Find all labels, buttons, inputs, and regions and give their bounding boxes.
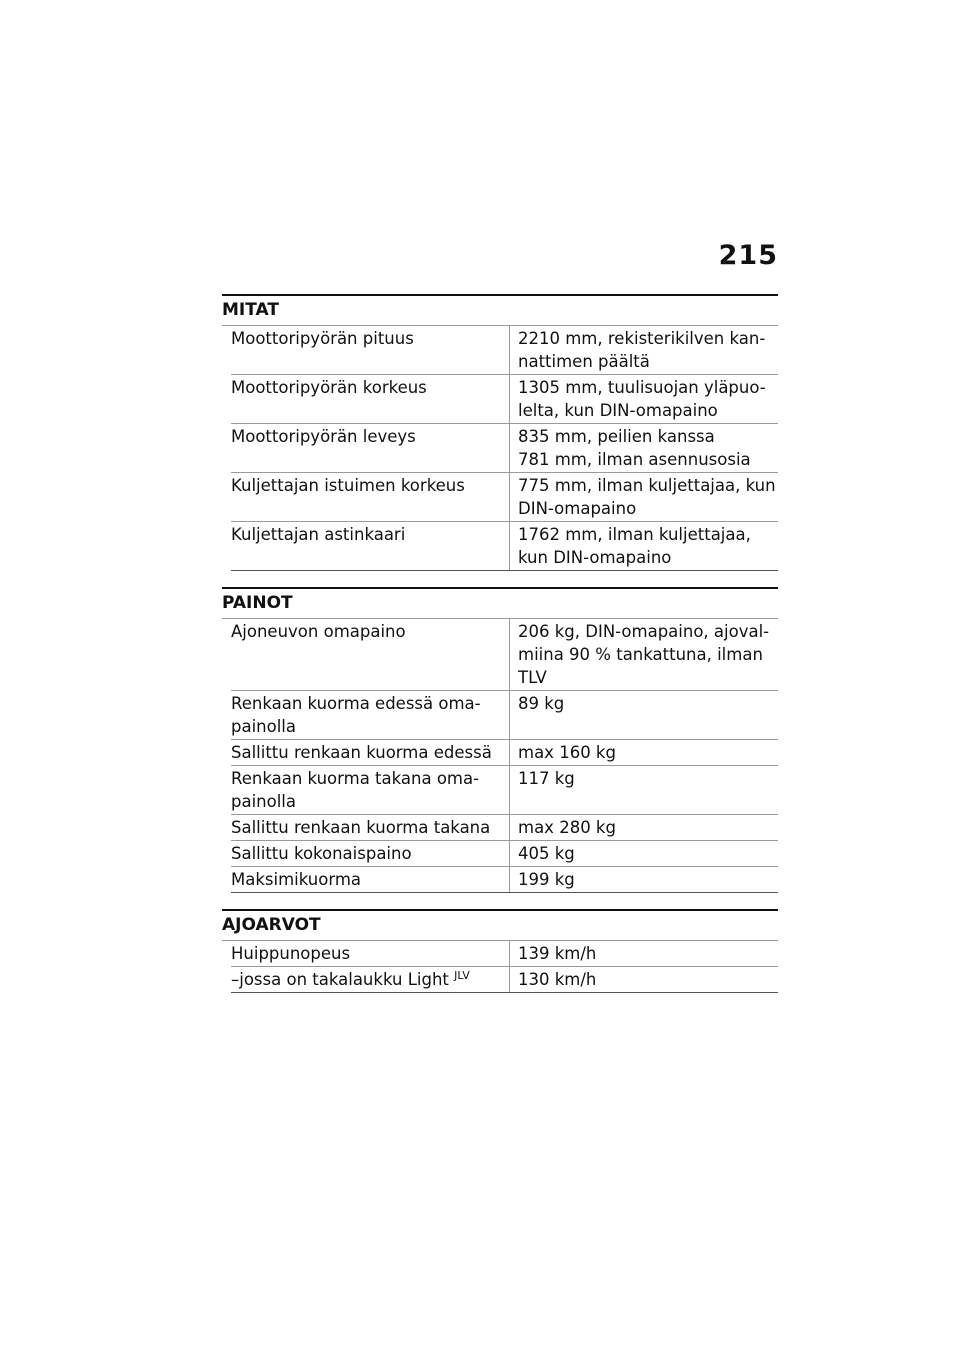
table-row bbox=[231, 815, 778, 841]
table-row bbox=[231, 691, 778, 740]
section-weights bbox=[222, 587, 778, 893]
row-value: 1305 mm, tuulisuojan yläpuo- lelta, kun DIN-omapaino bbox=[510, 375, 779, 424]
row-value: 117 kg bbox=[510, 766, 779, 815]
table-row bbox=[231, 619, 778, 691]
page-number: 215 bbox=[718, 240, 778, 271]
row-label: Huippunopeus bbox=[231, 941, 510, 967]
row-label: Maksimikuorma bbox=[231, 867, 510, 893]
row-label: Moottoripyörän korkeus bbox=[231, 375, 510, 424]
row-value: max 160 kg bbox=[510, 740, 779, 766]
table-row bbox=[231, 867, 778, 893]
row-value: 2210 mm, rekisterikilven kan- nattimen päältä bbox=[510, 326, 779, 375]
table-row bbox=[231, 941, 778, 967]
row-value: 206 kg, DIN-omapaino, ajoval- miina 90 % tankattuna, ilman TLV bbox=[510, 619, 779, 691]
option-code-superscript: JLV bbox=[454, 969, 470, 982]
row-value: max 280 kg bbox=[510, 815, 779, 841]
spec-table bbox=[231, 326, 778, 571]
table-row bbox=[231, 841, 778, 867]
row-value: 139 km/h bbox=[510, 941, 779, 967]
table-row bbox=[231, 375, 778, 424]
row-label: Renkaan kuorma edessä oma- painolla bbox=[231, 691, 510, 740]
row-label: Kuljettajan astinkaari bbox=[231, 522, 510, 571]
table-row bbox=[231, 967, 778, 993]
row-value: 89 kg bbox=[510, 691, 779, 740]
spec-table bbox=[231, 941, 778, 993]
section-title: MITAT bbox=[222, 296, 778, 326]
table-row bbox=[231, 522, 778, 571]
spec-table bbox=[231, 619, 778, 893]
row-value: 775 mm, ilman kuljettajaa, kun DIN-omapaino bbox=[510, 473, 779, 522]
row-value: 835 mm, peilien kanssa 781 mm, ilman asennusosia bbox=[510, 424, 779, 473]
section-title: PAINOT bbox=[222, 589, 778, 619]
spec-content bbox=[222, 294, 778, 1009]
row-label: Renkaan kuorma takana oma- painolla bbox=[231, 766, 510, 815]
row-value: 405 kg bbox=[510, 841, 779, 867]
row-label: –jossa on takalaukku Light $^{JLV}$ bbox=[231, 967, 510, 993]
row-label: Sallittu renkaan kuorma takana bbox=[231, 815, 510, 841]
row-value: 199 kg bbox=[510, 867, 779, 893]
table-row bbox=[231, 473, 778, 522]
table-row bbox=[231, 326, 778, 375]
section-performance bbox=[222, 909, 778, 993]
table-row bbox=[231, 766, 778, 815]
section-title: AJOARVOT bbox=[222, 911, 778, 941]
row-value: 1762 mm, ilman kuljettajaa, kun DIN-omapaino bbox=[510, 522, 779, 571]
row-label: Sallittu renkaan kuorma edessä bbox=[231, 740, 510, 766]
row-label: Moottoripyörän leveys bbox=[231, 424, 510, 473]
section-dimensions bbox=[222, 294, 778, 571]
row-label: Sallittu kokonaispaino bbox=[231, 841, 510, 867]
table-row bbox=[231, 424, 778, 473]
table-row bbox=[231, 740, 778, 766]
row-label: Kuljettajan istuimen korkeus bbox=[231, 473, 510, 522]
row-label: Ajoneuvon omapaino bbox=[231, 619, 510, 691]
row-value: 130 km/h bbox=[510, 967, 779, 993]
row-label: Moottoripyörän pituus bbox=[231, 326, 510, 375]
